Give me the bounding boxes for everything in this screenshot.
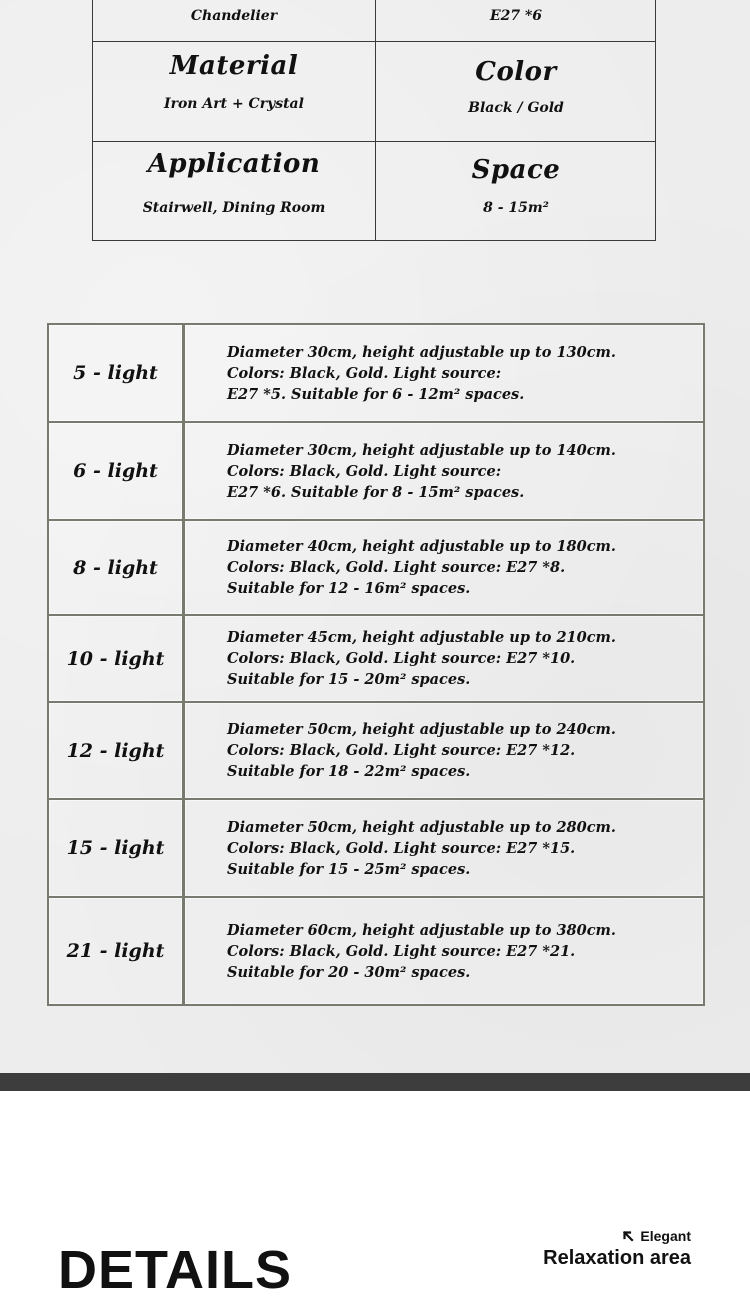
variant-label: 5 - light bbox=[73, 362, 158, 384]
attribute-title: Space bbox=[471, 155, 561, 185]
attribute-value: Stairwell, Dining Room bbox=[142, 200, 326, 216]
attribute-cell-color bbox=[375, 57, 657, 117]
variant-row bbox=[47, 614, 705, 703]
variant-row bbox=[47, 421, 705, 521]
variant-description: Diameter 30cm, height adjustable up to 130cm. Colors: Black, Gold. Light source: E27 *5. Suitable for 6 - 12m² spaces. bbox=[227, 343, 616, 403]
variant-label-cell bbox=[47, 421, 184, 521]
details-heading: DETAILS bbox=[58, 1240, 292, 1300]
variant-description: Diameter 30cm, height adjustable up to 140cm. Colors: Black, Gold. Light source: E27 *6. Suitable for 8 - 15m² spaces. bbox=[227, 441, 616, 501]
variant-label: 10 - light bbox=[66, 647, 165, 670]
variant-description: Diameter 60cm, height adjustable up to 380cm. Colors: Black, Gold. Light source: E27 *21. Suitable for 20 - 30m² spaces. bbox=[227, 921, 616, 981]
attribute-value: 8 - 15m² bbox=[483, 200, 549, 216]
variant-row bbox=[47, 896, 705, 1006]
variant-description-cell bbox=[183, 323, 705, 423]
variant-label: 12 - light bbox=[66, 739, 165, 762]
variant-label: 15 - light bbox=[66, 837, 165, 859]
attribute-value: Chandelier bbox=[190, 8, 278, 24]
attribute-cell-bulb bbox=[375, 7, 657, 25]
grid-divider bbox=[93, 41, 655, 42]
variant-description: Diameter 40cm, height adjustable up to 180cm. Colors: Black, Gold. Light source: E27 *8. Suitable for 12 - 16m² spaces. bbox=[227, 538, 616, 597]
section-divider-band bbox=[0, 1073, 750, 1091]
attribute-value: Black / Gold bbox=[468, 100, 564, 116]
variant-label: 6 - light bbox=[73, 460, 158, 482]
variant-label-cell bbox=[47, 896, 184, 1006]
attribute-cell-type bbox=[93, 7, 375, 25]
attribute-title: Application bbox=[147, 149, 321, 179]
attribute-title: Color bbox=[475, 57, 557, 87]
variant-label-cell bbox=[47, 701, 184, 800]
attribute-value: Iron Art + Crystal bbox=[164, 96, 304, 112]
attribute-title: Material bbox=[169, 51, 299, 81]
variant-description: Diameter 45cm, height adjustable up to 210cm. Colors: Black, Gold. Light source: E27 *10. Suitable for 15 - 20m² spaces. bbox=[227, 629, 616, 688]
variant-description-cell bbox=[183, 614, 705, 703]
attribute-cell-application bbox=[93, 149, 375, 217]
variant-description-cell bbox=[183, 798, 705, 898]
variant-description: Diameter 50cm, height adjustable up to 240cm. Colors: Black, Gold. Light source: E27 *12. Suitable for 18 - 22m² spaces. bbox=[227, 721, 616, 780]
attribute-value: E27 *6 bbox=[489, 8, 543, 24]
variant-description-cell bbox=[183, 519, 705, 616]
variant-description-cell bbox=[183, 701, 705, 800]
attribute-cell-space bbox=[375, 155, 657, 217]
variant-label: 8 - light bbox=[73, 556, 158, 579]
variant-label-cell bbox=[47, 614, 184, 703]
variant-row bbox=[47, 519, 705, 616]
variant-label-cell bbox=[47, 323, 184, 423]
variant-label: 21 - light bbox=[66, 940, 165, 962]
attributes-grid bbox=[92, 0, 656, 241]
variant-row bbox=[47, 798, 705, 898]
variant-label-cell bbox=[47, 519, 184, 616]
attribute-cell-material bbox=[93, 51, 375, 113]
variant-description-cell bbox=[183, 896, 705, 1006]
grid-divider bbox=[93, 141, 655, 142]
variant-row bbox=[47, 701, 705, 800]
arrow-up-left-icon bbox=[622, 1230, 634, 1242]
variant-description: Diameter 50cm, height adjustable up to 280cm. Colors: Black, Gold. Light source: E27 *15. Suitable for 15 - 25m² spaces. bbox=[227, 818, 616, 878]
variant-description-cell bbox=[183, 421, 705, 521]
elegant-tag bbox=[622, 1227, 691, 1245]
elegant-tag-label: Elegant bbox=[640, 1228, 691, 1244]
variant-label-cell bbox=[47, 798, 184, 898]
relaxation-area-label: Relaxation area bbox=[543, 1247, 691, 1269]
variant-row bbox=[47, 323, 705, 423]
